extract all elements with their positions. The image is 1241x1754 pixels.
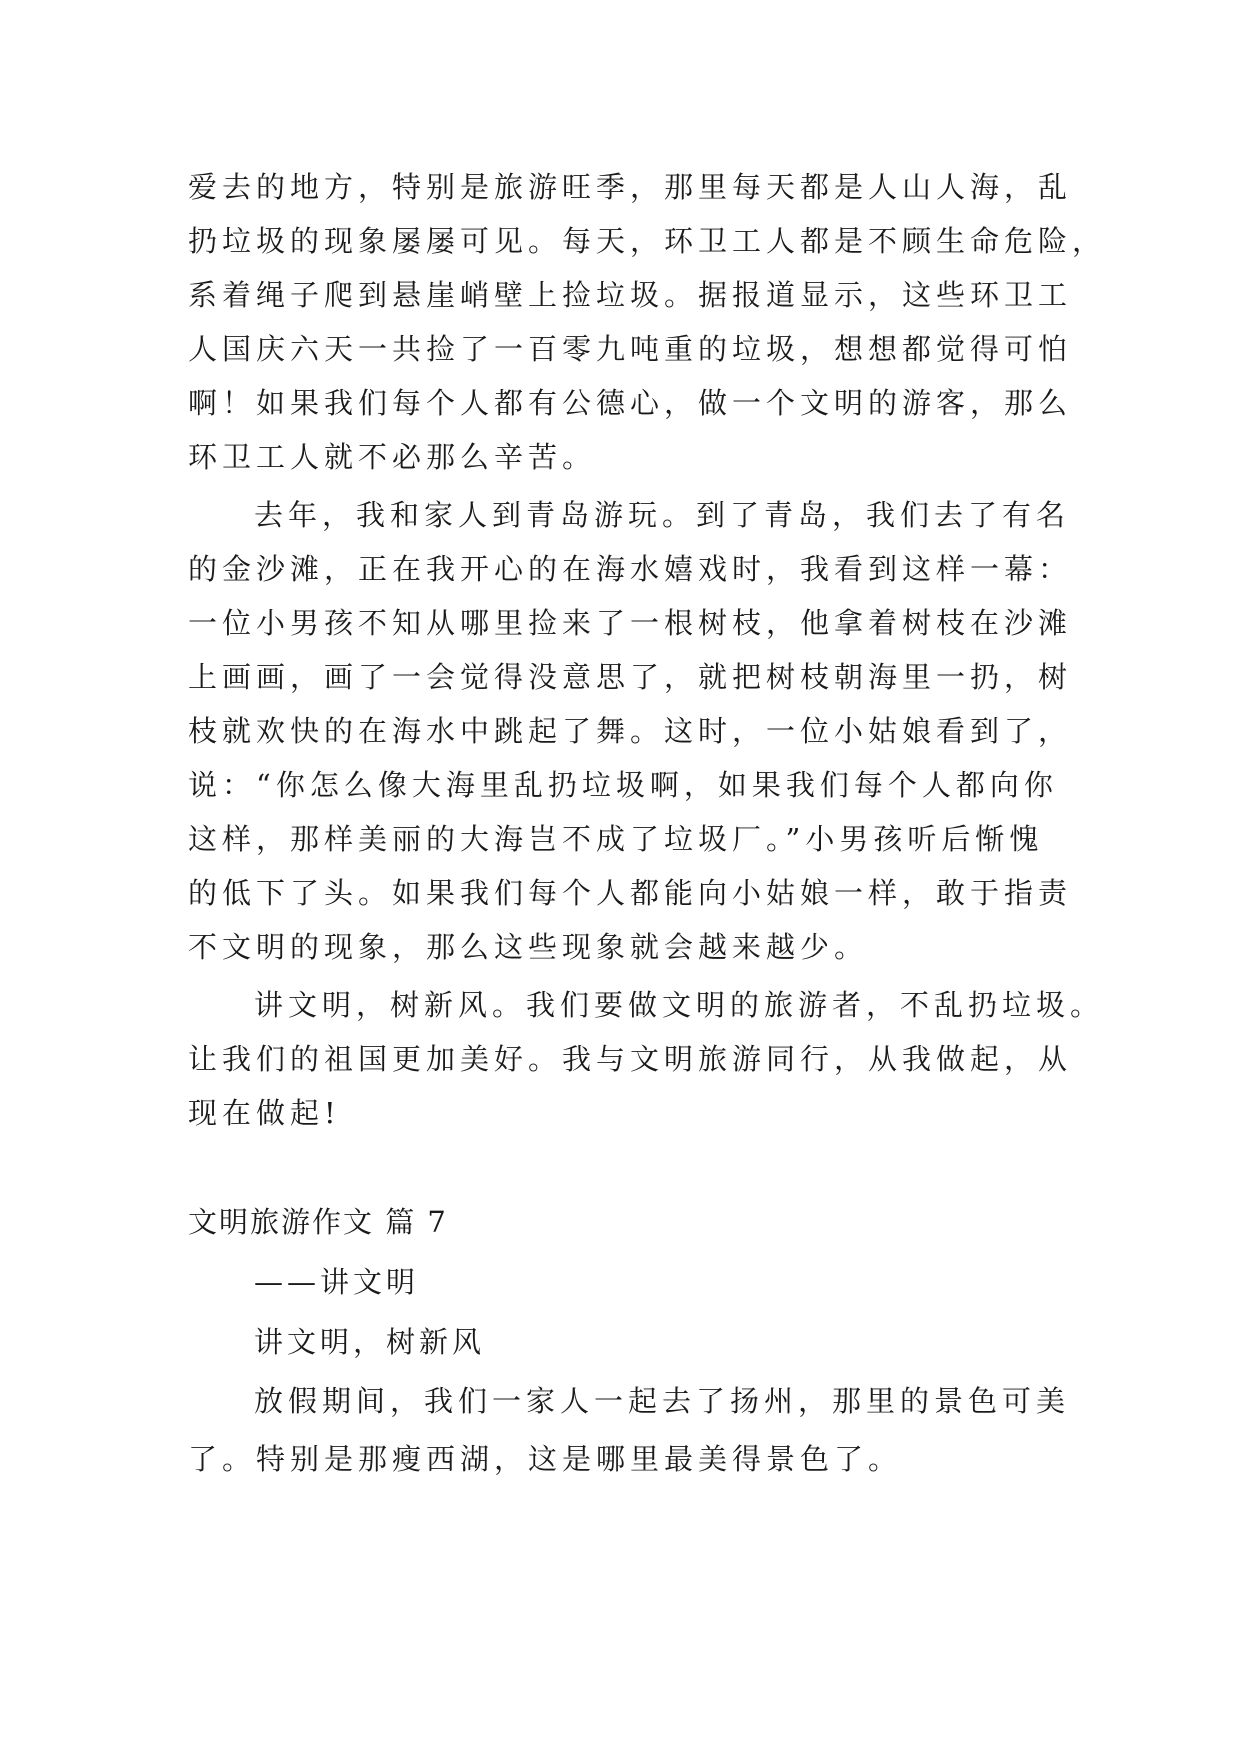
sub-title: 讲文明，树新风: [254, 1325, 486, 1359]
text-line: 的低下了头。如果我们每个人都能向小姑娘一样，敢于指责: [188, 876, 1073, 910]
text-line: 枝就欢快的在海水中跳起了舞。这时，一位小姑娘看到了，: [188, 714, 1073, 748]
text-line: 放假期间，我们一家人一起去了扬州，那里的景色可美: [254, 1384, 1071, 1418]
text-line: 扔垃圾的现象屡屡可见。每天，环卫工人都是不顾生命危险，: [188, 224, 1107, 258]
paragraph-4: [188, 1372, 1071, 1488]
text-line: 让我们的祖国更加美好。我与文明旅游同行，从我做起，从: [188, 1042, 1073, 1076]
text-line: 不文明的现象，那么这些现象就会越来越少。: [188, 930, 869, 964]
text-line: 的金沙滩，正在我开心的在海水嬉戏时，我看到这样一幕：: [188, 552, 1073, 586]
text-line: 现在做起!: [188, 1096, 341, 1130]
sub-heading: ——讲文明: [254, 1265, 420, 1299]
text-line: 系着绳子爬到悬崖峭壁上捡垃圾。据报道显示，这些环卫工: [188, 278, 1073, 312]
section-title: 文明旅游作文 篇 7: [188, 1205, 448, 1239]
document-page: [188, 160, 1107, 1488]
text-line: 爱去的地方，特别是旅游旺季，那里每天都是人山人海，乱: [188, 170, 1073, 204]
paragraph-1: [188, 160, 1107, 484]
text-line: 一位小男孩不知从哪里捡来了一根树枝，他拿着树枝在沙滩: [188, 606, 1073, 640]
text-line: 上画画，画了一会觉得没意思了，就把树枝朝海里一扔，树: [188, 660, 1073, 694]
text-line: 这样，那样美丽的大海岂不成了垃圾厂。”小男孩听后惭愧: [188, 822, 1044, 856]
text-line: 啊！如果我们每个人都有公德心，做一个文明的游客，那么: [188, 386, 1073, 420]
paragraph-3: [188, 978, 1105, 1140]
text-line: 说：“你怎么像大海里乱扔垃圾啊，如果我们每个人都向你: [188, 768, 1058, 802]
text-line: 去年，我和家人到青岛游玩。到了青岛，我们去了有名: [254, 498, 1071, 532]
text-line: 了。特别是那瘦西湖，这是哪里最美得景色了。: [188, 1442, 903, 1476]
text-line: 环卫工人就不必那么辛苦。: [188, 440, 597, 474]
text-line: 人国庆六天一共捡了一百零九吨重的垃圾，想想都觉得可怕: [188, 332, 1073, 366]
text-line: 讲文明，树新风。我们要做文明的旅游者，不乱扔垃圾。: [254, 988, 1105, 1022]
paragraph-2: [188, 488, 1073, 974]
